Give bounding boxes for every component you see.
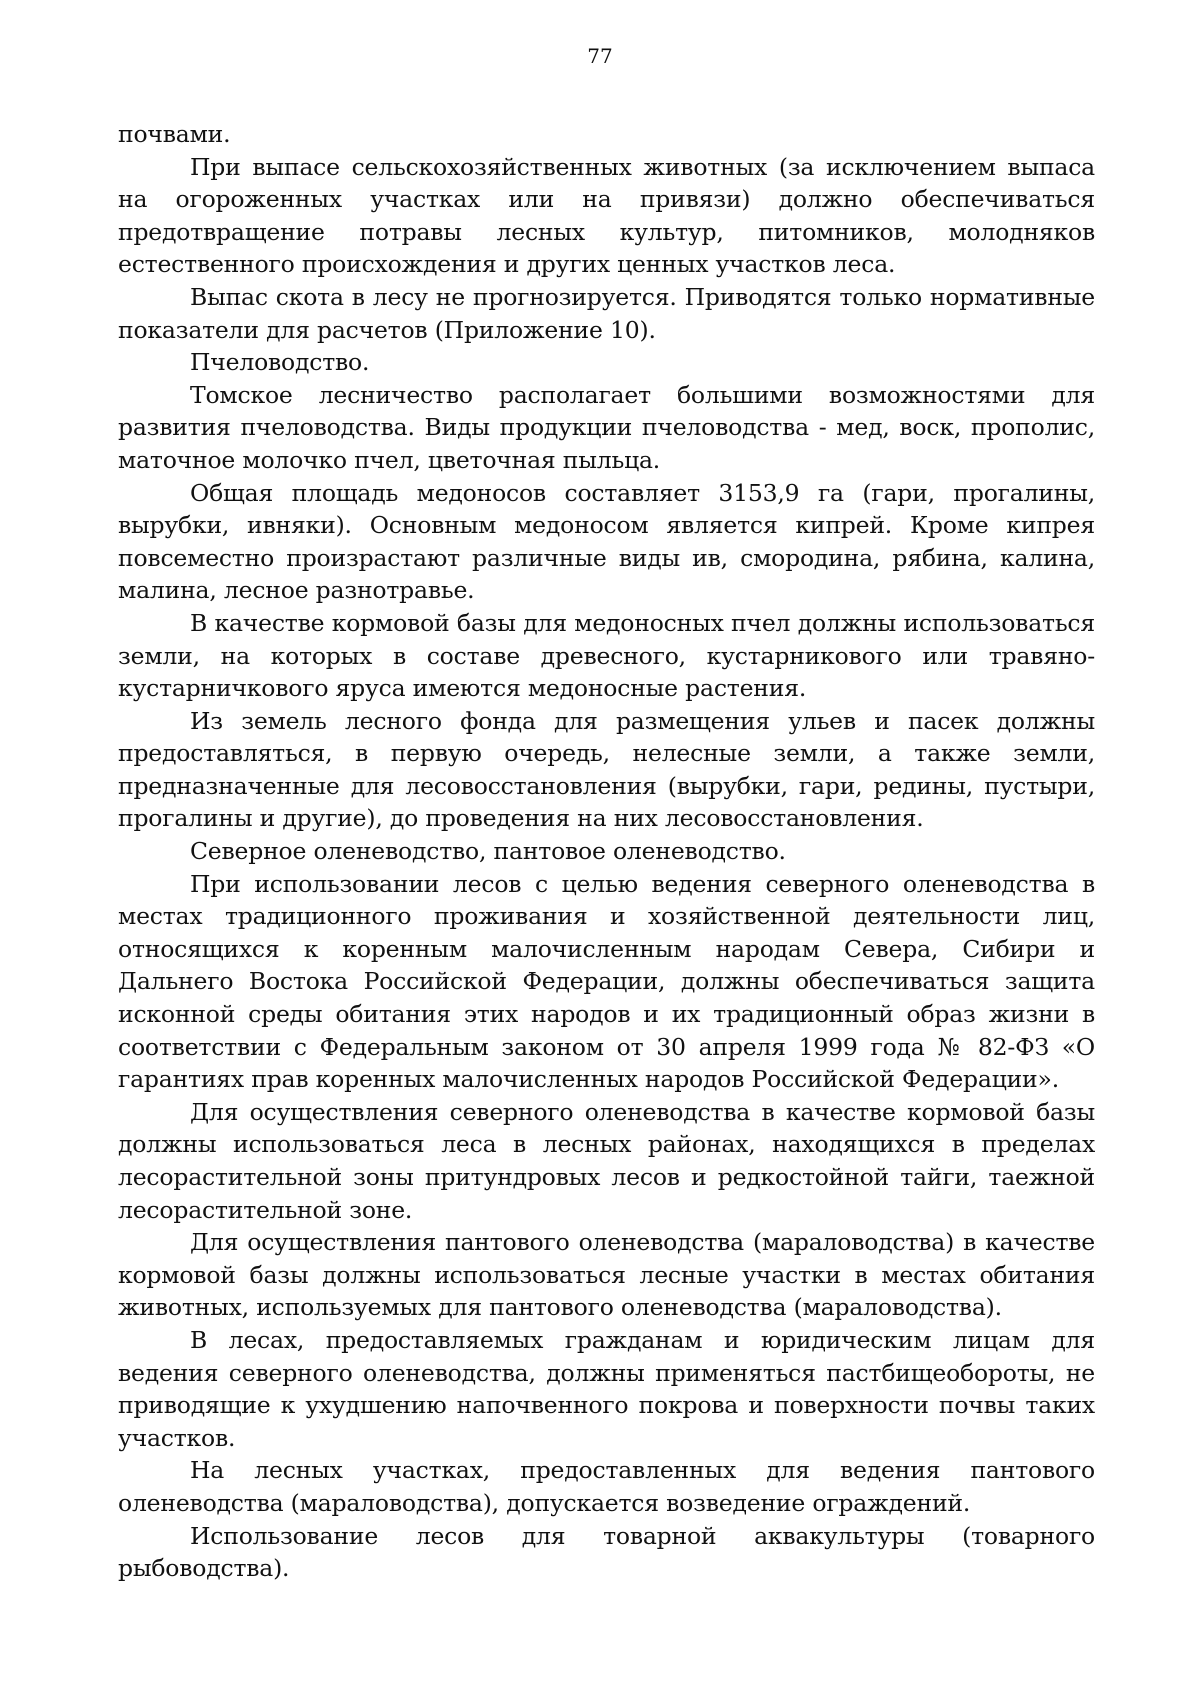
paragraph-indigenous-rights: При использовании лесов с целью ведения северного оленеводства в местах традиционного проживания и хозяйственной деятельности лиц, относящихся к коренным малочисленным народам Севера, Сибири и Дальнего Востока Российской Федерации, должны обеспечиваться защита исконной среды обитания этих народов и их традиционный образ жизни в соответствии с Федеральным законом от 30 апреля 1999 года № 82-ФЗ «О гарантиях прав коренных малочисленных народов Российской Федерации». — [118, 869, 1095, 1094]
paragraph-pasture-rotation: В лесах, предоставляемых гражданам и юридическим лицам для ведения северного оленеводства, должны применяться пастбищеобороты, не приводящие к ухудшению напочвенного покрова и поверхности почвы таких участков. — [118, 1325, 1095, 1452]
heading-aquaculture: Использование лесов для товарной аквакультуры (товарного рыбоводства). — [118, 1521, 1095, 1583]
paragraph-honey-plants-area: Общая площадь медоносов составляет 3153,9 га (гари, прогалины, вырубки, ивняки). Основным медоносом является кипрей. Кроме кипрея повсеместно произрастают различные виды ив, смородина, рябина, калина, малина, лесное разнотравье. — [118, 478, 1095, 605]
paragraph-forage-base: В качестве кормовой базы для медоносных пчел должны использоваться земли, на которых в составе древесного, кустарникового или травяно-кустарничкового яруса имеются медоносные растения. — [118, 608, 1095, 703]
paragraph-beekeeping-potential: Томское лесничество располагает большими возможностями для развития пчеловодства. Виды продукции пчеловодства - мед, воск, прополис, маточное молочко пчел, цветочная пыльца. — [118, 380, 1095, 474]
paragraph-maral-herding-forage: Для осуществления пантового оленеводства (мараловодства) в качестве кормовой базы должны использоваться лесные участки в местах обитания животных, используемых для пантового оленеводства (мараловодства). — [118, 1228, 1095, 1322]
paragraph-fencing: На лесных участках, предоставленных для ведения пантового оленеводства (мараловодства), допускается возведение ограждений. — [118, 1456, 1095, 1517]
paragraph-grazing-protection: При выпасе сельскохозяйственных животных (за исключением выпаса на огороженных участках или на привязи) должно обеспечиваться предотвращение потравы лесных культур, питомников, молодняков естественного происхождения и других ценных участков леса. — [118, 152, 1095, 279]
heading-beekeeping: Пчеловодство. — [190, 348, 370, 377]
paragraph-northern-herding-forage: Для осуществления северного оленеводства в качестве кормовой базы должны использоваться леса в лесных районах, находящихся в пределах лесорастительной зоны притундровых лесов и редкостойной тайги, таежной лесорастительной зоне. — [118, 1097, 1095, 1224]
document-body — [118, 118, 1095, 1585]
paragraph-grazing-forecast: Выпас скота в лесу не прогнозируется. Приводятся только нормативные показатели для расчетов (Приложение 10). — [118, 282, 1095, 344]
page-number: 77 — [587, 44, 613, 68]
paragraph-apiary-placement: Из земель лесного фонда для размещения ульев и пасек должны предоставляться, в первую очередь, нелесные земли, а также земли, предназначенные для лесовосстановления (вырубки, гари, редины, пустыри, прогалины и другие), до проведения на них лесовосстановления. — [118, 706, 1095, 833]
heading-reindeer-herding: Северное оленеводство, пантовое оленеводство. — [190, 837, 786, 866]
paragraph-continuation: почвами. — [118, 120, 231, 148]
